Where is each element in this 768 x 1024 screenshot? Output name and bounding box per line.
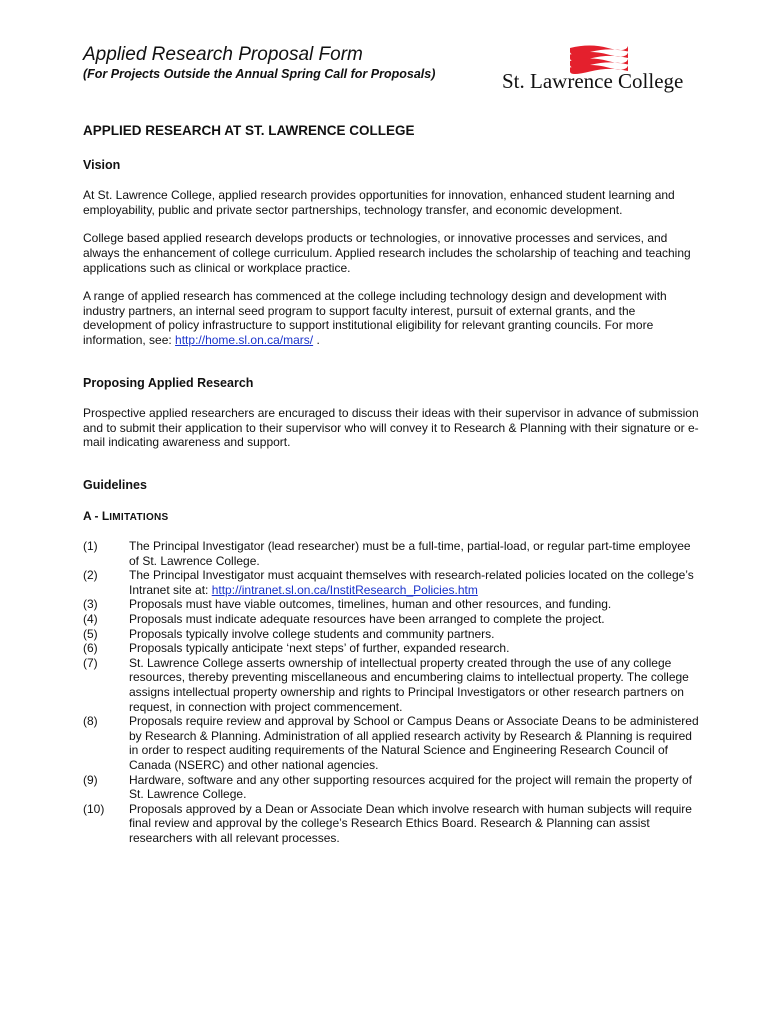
form-title: Applied Research Proposal Form xyxy=(83,44,363,65)
list-item: (2) The Principal Investigator must acquaint themselves with research-related policies located on the college’s Intranet site at: http://intranet.sl.on.ca/InstitResearch_Policies.htm xyxy=(83,568,694,597)
main-heading: APPLIED RESEARCH AT ST. LAWRENCE COLLEGE xyxy=(83,123,415,138)
proposing-paragraph: Prospective applied researchers are encuraged to discuss their ideas with their supervisor in advance of submission and to submit their application to their supervisor who will convey it to Research & Planning with their signature or e-mail indicating awareness and support. xyxy=(83,406,699,450)
list-item: (1) The Principal Investigator (lead researcher) must be a full-time, partial-load, or regular part-time employee of St. Lawrence College. xyxy=(83,539,691,568)
list-item: (4) Proposals must indicate adequate resources have been arranged to complete the project. xyxy=(83,612,605,627)
mars-link[interactable]: http://home.sl.on.ca/mars/ xyxy=(175,332,314,347)
list-item: (7) St. Lawrence College asserts ownership of intellectual property created through the use of any college resources, thereby preventing miscellaneous and encumbering claims to intellectual property. The college assigns intellectual property ownership and rights to Principal Investigators or other research partners on request, in connection with project commencement. xyxy=(83,655,689,714)
vision-paragraph-3 xyxy=(83,289,703,347)
vision-paragraph-2: College based applied research develops products or technologies, or innovative processes and services, and always the enhancement of college curriculum. Applied research includes the scholarship of teaching and teaching applications such as clinical or workplace practice. xyxy=(83,231,691,275)
college-logo xyxy=(502,44,702,96)
list-item: (3) Proposals must have viable outcomes, timelines, human and other resources, and funding. xyxy=(83,597,612,612)
list-item: (10) Proposals approved by a Dean or Associate Dean which involve research with human subjects will require final review and approval by the college’s Research Ethics Board. Research & Planning can assist researchers with all relevant processes. xyxy=(83,801,692,845)
form-subtitle: (For Projects Outside the Annual Spring Call for Proposals) xyxy=(83,67,436,81)
logo-text: St. Lawrence College xyxy=(502,69,684,93)
vision-heading: Vision xyxy=(83,157,121,172)
list-item: (9) Hardware, software and any other supporting resources acquired for the project will remain the property of St. Lawrence College. xyxy=(83,772,692,802)
document-body xyxy=(83,124,703,846)
limitations-list xyxy=(83,539,703,845)
proposing-heading: Proposing Applied Research xyxy=(83,375,254,390)
list-item: (5) Proposals typically involve college students and community partners. xyxy=(83,626,495,641)
vision-paragraph-3-end: . xyxy=(313,332,320,347)
list-item: (6) Proposals typically anticipate ‘next steps’ of further, expanded research. xyxy=(83,641,510,656)
guidelines-heading: Guidelines xyxy=(83,477,147,492)
vision-paragraph-3-text: A range of applied research has commenced at the college including technology design and development with industry partners, an internal seed program to support faculty interest, pursuit of external grants, and the development of policy infrastructure to support institutional eligibility for relevant granting councils. For more information, see: xyxy=(83,289,667,347)
vision-paragraph-1: At St. Lawrence College, applied research provides opportunities for innovation, enhanced student learning and employability, public and private sector partnerships, technology transfer, and economic development. xyxy=(83,188,675,217)
limitations-heading: A - LIMITATIONS xyxy=(83,508,169,523)
policies-link[interactable]: http://intranet.sl.on.ca/InstitResearch_Policies.htm xyxy=(211,582,478,597)
list-item: (8) Proposals require review and approval by School or Campus Deans or Associate Deans to be administered by Research & Planning. Administration of all applied research activity by Research & Planning is required in order to respect auditing requirements of the Natural Science and Engineering Research Council of Canada (NSERC) and other national agencies. xyxy=(83,714,699,772)
